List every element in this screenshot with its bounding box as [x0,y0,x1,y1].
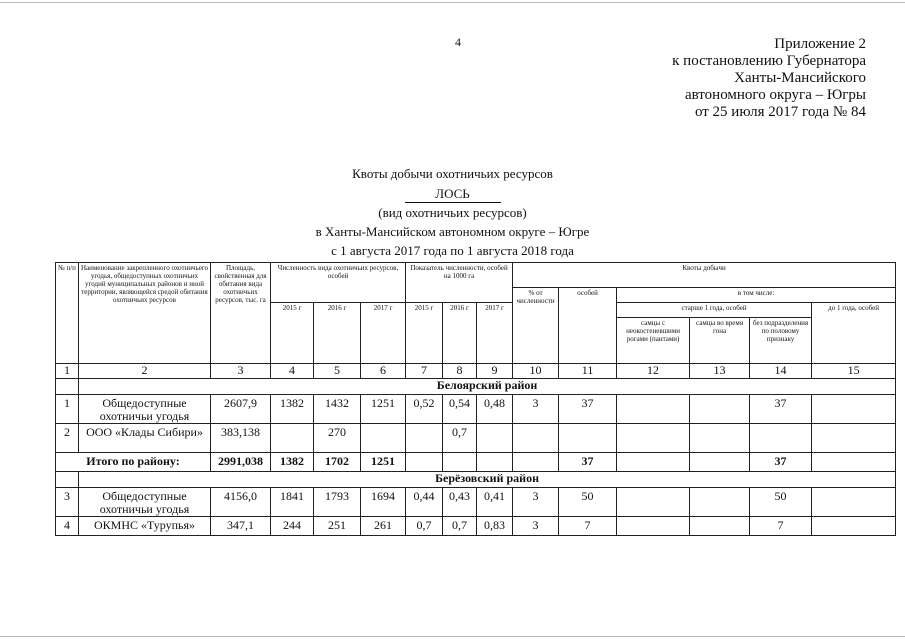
row-under1 [812,517,896,536]
total-no-sex: 37 [750,453,812,472]
empty-cell [690,453,750,472]
header-older: старше 1 года, особей [617,303,812,318]
row-percent [513,424,559,453]
empty-cell [513,453,559,472]
header-no-sex: без подразделения по половому признаку [750,318,812,364]
district-name: Берёзовский район [79,472,896,488]
row-name: ОКМНС «Турупья» [79,517,211,536]
column-number: 6 [361,364,406,379]
header-density-2017: 2017 г [477,303,513,364]
row-count-2015: 1382 [271,395,314,424]
appendix-line: к постановлению Губернатора [672,53,866,69]
species-caption: (вид охотничьих ресурсов) [378,205,527,220]
empty-cell [56,472,79,488]
row-density-2016: 0,7 [443,517,477,536]
row-density-2017: 0,83 [477,517,513,536]
row-density-2017: 0,41 [477,488,513,517]
row-count-2016: 270 [314,424,361,453]
appendix-line: от 25 июля 2017 года № 84 [694,104,866,120]
header-males-antlers: самцы с неокостеневшими рогами (пантами) [617,318,690,364]
column-number: 9 [477,364,513,379]
row-no-sex: 7 [750,517,812,536]
appendix-line: Приложение 2 [774,36,866,52]
header-name: Наименование закрепленного охотничьего угодья, общедоступных охотничьих угодий муниципальных районов и иной территории, являющейся средой обитания охотничьих ресурсов [79,263,211,364]
row-name: Общедоступные охотничьи угодья [79,395,211,424]
row-males-antlers [617,424,690,453]
column-number: 7 [406,364,443,379]
column-number: 5 [314,364,361,379]
row-males-rut [690,488,750,517]
header-including: в том числе: [617,288,896,303]
row-males-rut [690,424,750,453]
column-number: 4 [271,364,314,379]
row-males-rut [690,517,750,536]
header-percent: % от численности [513,288,559,364]
row-count-2015: 244 [271,517,314,536]
row-males-rut [690,395,750,424]
period-line: с 1 августа 2017 года по 1 августа 2018 года [331,243,574,258]
row-individuals [559,424,617,453]
row-number: 2 [56,424,79,453]
row-count-2017 [361,424,406,453]
row-under1 [812,488,896,517]
scan-edge-top [0,2,905,3]
table-row [56,517,896,536]
row-density-2016: 0,54 [443,395,477,424]
row-individuals: 37 [559,395,617,424]
appendix-line: автономного округа – Югры [684,87,866,103]
row-area: 347,1 [211,517,271,536]
table-row [56,488,896,517]
row-males-antlers [617,488,690,517]
page-number: 4 [455,35,461,49]
total-count-2015: 1382 [271,453,314,472]
row-density-2015: 0,7 [406,517,443,536]
district-header-row [56,379,896,395]
row-density-2015: 0,44 [406,488,443,517]
district-total-row [56,453,896,472]
species-name [0,186,905,203]
header-density-2015: 2015 г [406,303,443,364]
header-year-2016: 2016 г [314,303,361,364]
quota-table [55,262,896,536]
header-year-2015: 2015 г [271,303,314,364]
row-no-sex: 37 [750,395,812,424]
column-number: 14 [750,364,812,379]
row-count-2016: 1793 [314,488,361,517]
column-number: 11 [559,364,617,379]
header-num: № п/п [56,263,79,364]
total-count-2016: 1702 [314,453,361,472]
row-count-2016: 1432 [314,395,361,424]
row-individuals: 7 [559,517,617,536]
table-row [56,424,896,453]
row-males-antlers [617,395,690,424]
row-individuals: 50 [559,488,617,517]
row-count-2015: 1841 [271,488,314,517]
row-area: 383,138 [211,424,271,453]
row-no-sex: 50 [750,488,812,517]
empty-cell [56,379,79,395]
row-no-sex [750,424,812,453]
empty-cell [477,453,513,472]
row-count-2016: 251 [314,517,361,536]
appendix-block [672,36,866,121]
row-count-2015 [271,424,314,453]
total-individuals: 37 [559,453,617,472]
header-year-2017: 2017 г [361,303,406,364]
column-number: 2 [79,364,211,379]
column-number: 12 [617,364,690,379]
total-count-2017: 1251 [361,453,406,472]
row-density-2017: 0,48 [477,395,513,424]
total-area: 2991,038 [211,453,271,472]
row-number: 4 [56,517,79,536]
row-count-2017: 1694 [361,488,406,517]
column-number: 13 [690,364,750,379]
row-name: ООО «Клады Сибири» [79,424,211,453]
row-area: 2607,9 [211,395,271,424]
row-number: 3 [56,488,79,517]
scan-edge-bottom [0,636,905,637]
empty-cell [812,453,896,472]
row-density-2017 [477,424,513,453]
header-area: Площадь, свойственная для обитания вида охотничьих ресурсов, тыс. га [211,263,271,364]
row-percent: 3 [513,488,559,517]
column-number: 1 [56,364,79,379]
row-density-2015 [406,424,443,453]
column-number: 3 [211,364,271,379]
column-number-row [56,364,896,379]
header-density-2016: 2016 г [443,303,477,364]
row-number: 1 [56,395,79,424]
header-males-rut: самцы во время гона [690,318,750,364]
empty-cell [406,453,443,472]
header-count: Численность вида охотничьих ресурсов, особей [271,263,406,303]
column-number: 15 [812,364,896,379]
table-row [56,395,896,424]
appendix-line: Ханты-Мансийского [734,70,866,86]
column-number: 10 [513,364,559,379]
header-under1: до 1 года, особей [812,303,896,364]
row-under1 [812,395,896,424]
row-males-antlers [617,517,690,536]
header-individuals: особей [559,288,617,364]
row-name: Общедоступные охотничьи угодья [79,488,211,517]
header-density: Показатель численности, особей на 1000 га [406,263,513,303]
row-density-2015: 0,52 [406,395,443,424]
region-line: в Ханты-Мансийском автономном округе – Югре [315,224,590,239]
column-number: 8 [443,364,477,379]
district-name: Белоярский район [79,379,896,395]
row-density-2016: 0,43 [443,488,477,517]
district-header-row [56,472,896,488]
row-count-2017: 261 [361,517,406,536]
empty-cell [617,453,690,472]
row-percent: 3 [513,517,559,536]
header-quotas: Квоты добычи [513,263,896,288]
document-title: Квоты добычи охотничьих ресурсов [352,166,553,181]
total-label: Итого по району: [56,453,211,472]
row-area: 4156,0 [211,488,271,517]
row-under1 [812,424,896,453]
row-count-2017: 1251 [361,395,406,424]
species-underlined: ЛОСЬ [405,186,501,203]
row-percent: 3 [513,395,559,424]
empty-cell [443,453,477,472]
row-density-2016: 0,7 [443,424,477,453]
